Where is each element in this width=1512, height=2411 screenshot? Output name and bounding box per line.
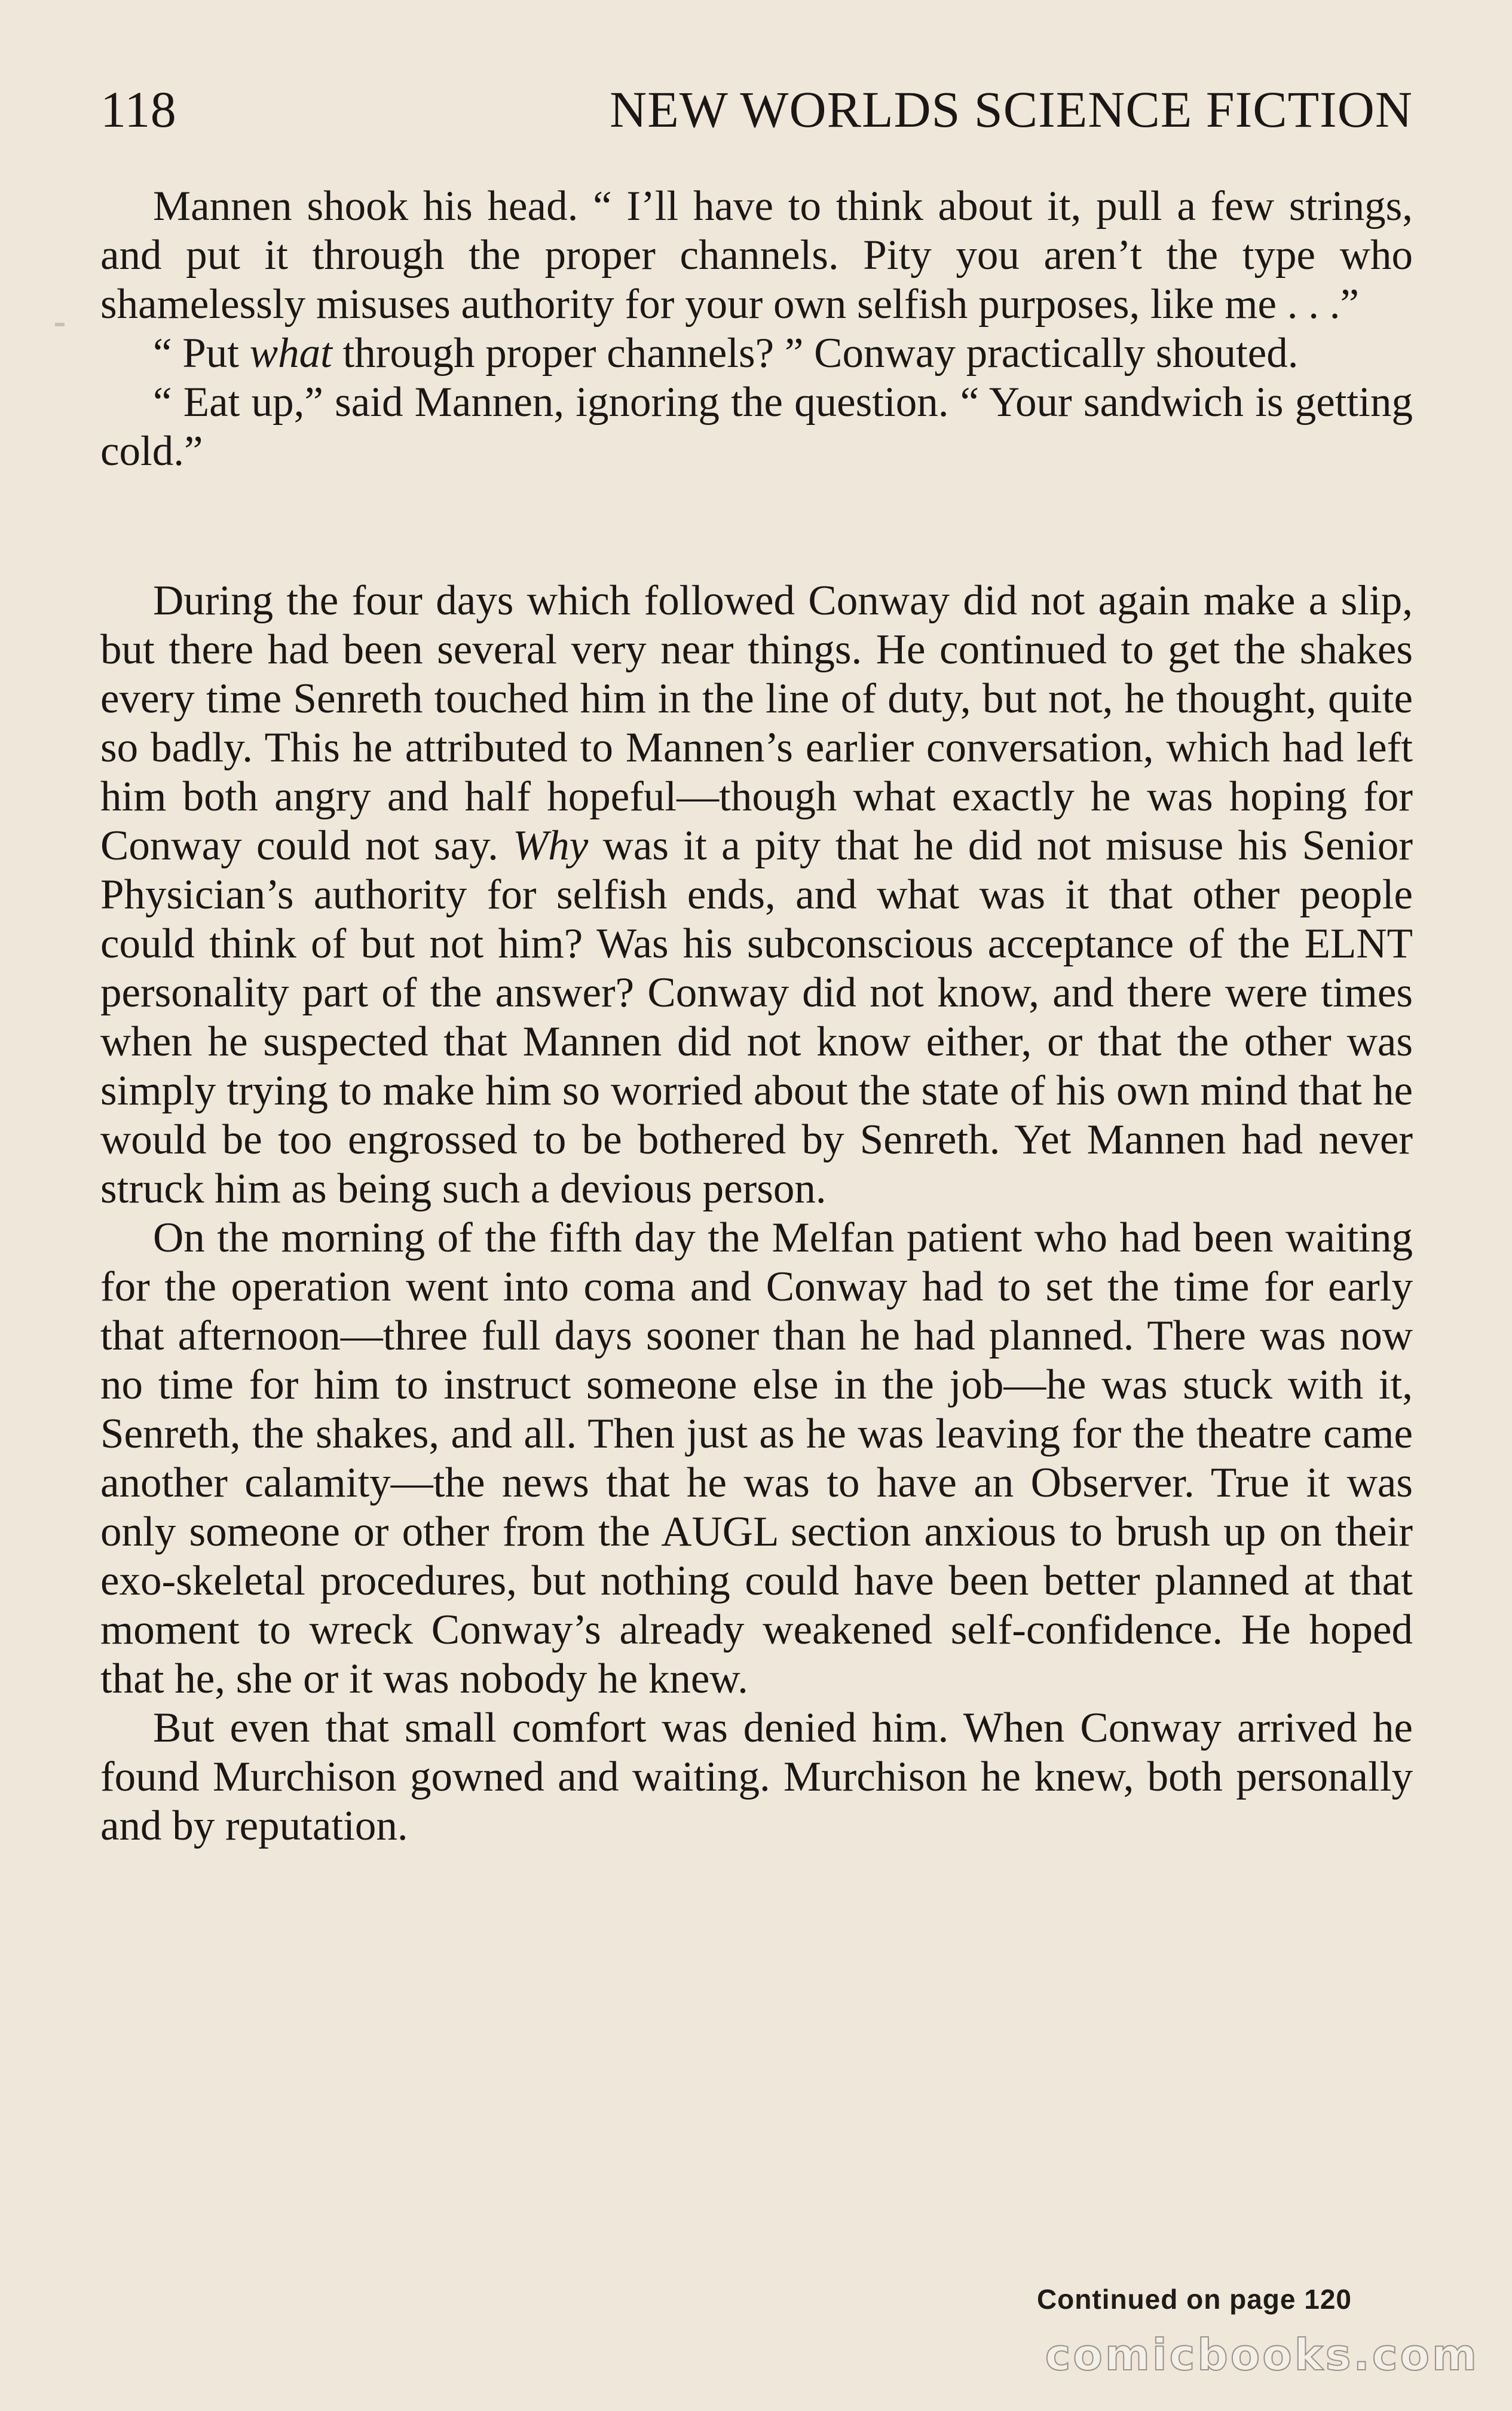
story-text bbox=[100, 182, 1413, 1850]
paragraph-4 bbox=[100, 576, 1413, 1213]
paragraph-4-emphasis: Why bbox=[513, 822, 589, 869]
paragraph-2 bbox=[100, 329, 1413, 378]
paragraph-1: Mannen shook his head. “ I’ll have to think about it, pull a few strings, and put it through the proper channels. Pity you aren’t the type who shamelessly misuses authority for your own selfish purposes, like me . . .” bbox=[100, 183, 1413, 328]
page-number: 118 bbox=[100, 81, 177, 138]
paragraph-4-end: was it a pity that he did not misuse his Senior Physician’s authority for selfish ends, and what was it that other people could think of but not him? Was his subconscious acceptance of the ELNT personality part of the answer? Conway did not know, and there were times when he suspected that Mannen did not know either, or that the other was simply trying to make him so worried about the state of his own mind that he would be too engrossed to be bothered by Senreth. Yet Mannen had never struck him as being such a devious person. bbox=[100, 822, 1413, 1212]
section-break bbox=[100, 476, 1413, 576]
site-watermark: comicbooks.com bbox=[1045, 2330, 1479, 2380]
continued-note: Continued on page 120 bbox=[1036, 2284, 1352, 2315]
paragraph-5: On the morning of the fifth day the Melfan patient who had been waiting for the operation went into coma and Conway had to set the time for early that afternoon—three full days sooner than he had planned. There was now no time for him to instruct someone else in the job—he was stuck with it, Senreth, the shakes, and all. Then just as he was leaving for the theatre came another calamity—the news that he was to have an Observer. True it was only someone or other from the AUGL section anxious to brush up on their exo-skeletal procedures, but nothing could have been better planned at that moment to wreck Conway’s already weakened self-confidence. He hoped that he, she or it was nobody he knew. bbox=[100, 1214, 1413, 1702]
paragraph-3: “ Eat up,” said Mannen, ignoring the question. “ Your sandwich is getting cold.” bbox=[100, 379, 1413, 475]
paragraph-2-emphasis: what bbox=[249, 330, 332, 377]
paragraph-4-start: During the four days which followed Conway did not again make a slip, but there had been several very near things. He continued to get the shakes every time Senreth touched him in the line of duty, but not, he thought, quite so badly. This he attributed to Mannen’s earlier conversation, which had left him both angry and half hopeful—though what exactly he was hoping for Conway could not say. bbox=[100, 577, 1413, 869]
running-head bbox=[100, 81, 1413, 138]
page-edge-blemish bbox=[55, 323, 65, 326]
page-content bbox=[100, 81, 1413, 1850]
paragraph-2-end: through proper channels? ” Conway practically shouted. bbox=[332, 330, 1299, 377]
paragraph-6: But even that small comfort was denied him. When Conway arrived he found Murchison gowned and waiting. Murchison he knew, both personally and by reputation. bbox=[100, 1705, 1413, 1849]
magazine-title: NEW WORLDS SCIENCE FICTION bbox=[610, 81, 1413, 138]
paragraph-2-start: “ Put bbox=[153, 330, 250, 377]
